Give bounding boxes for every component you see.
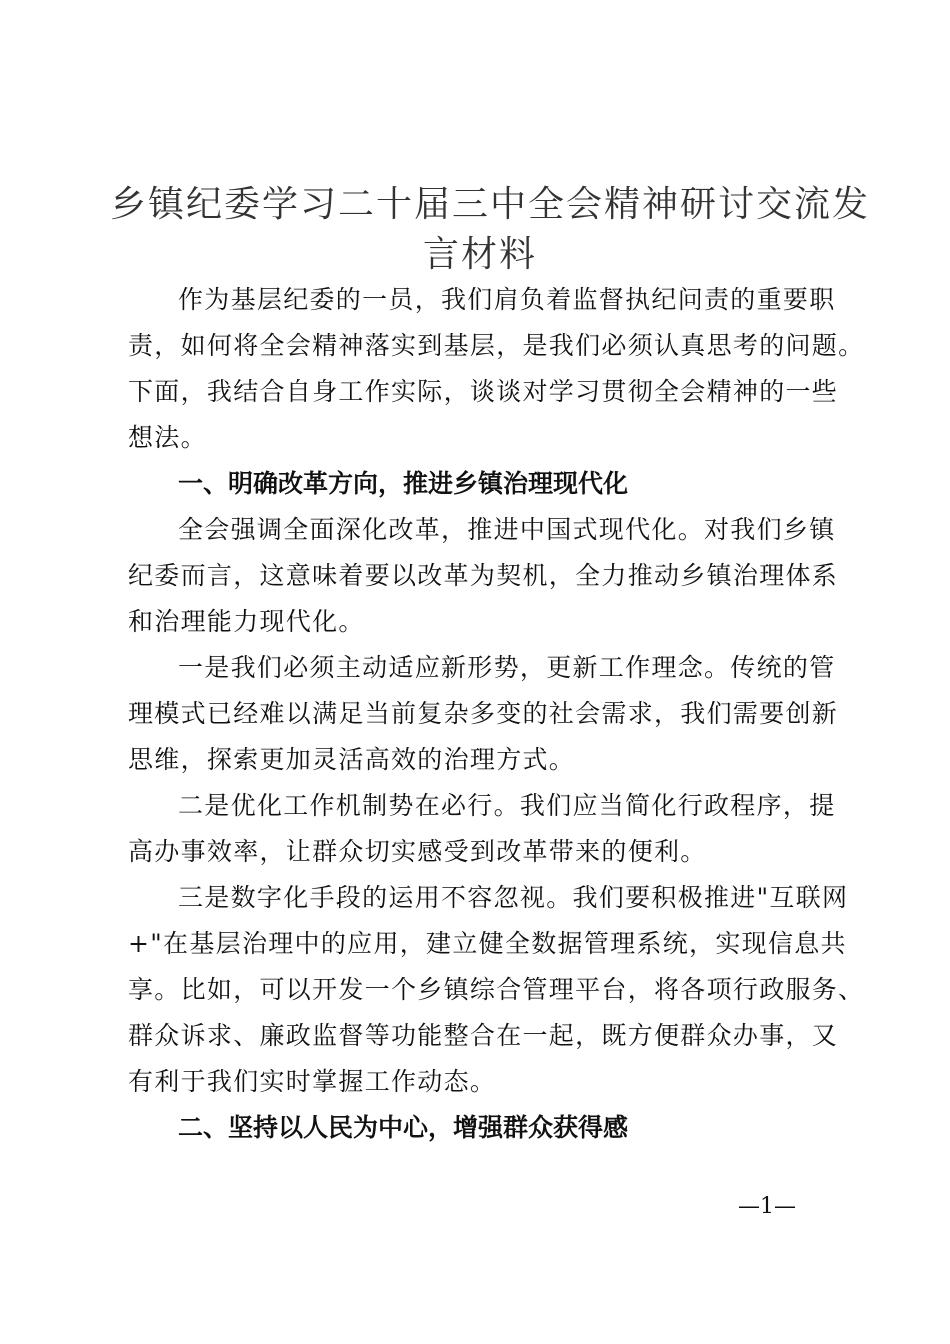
text-line: 纪委而言，这意味着要以改革为契机，全力推动乡镇治理体系 [128, 561, 839, 590]
text-line: 群众诉求、廉政监督等功能整合在一起，既方便群众办事，又 [128, 1021, 839, 1050]
text-line: 作为基层纪委的一员，我们肩负着监督执纪问责的重要职 [178, 285, 836, 314]
text-line: 全会强调全面深化改革，推进中国式现代化。对我们乡镇 [178, 515, 836, 544]
text-line: 和治理能力现代化。 [128, 607, 365, 636]
section-1-heading: 一、明确改革方向，推进乡镇治理现代化 [178, 469, 629, 498]
document-title-line-1: 乡镇纪委学习二十届三中全会精神研讨交流发 [110, 184, 871, 225]
text-line: 享。比如，可以开发一个乡镇综合管理平台，将各项行政服务、 [128, 975, 865, 1004]
text-line: 思维，探索更加灵活高效的治理方式。 [128, 745, 576, 774]
text-line: 三是数字化手段的运用不容忽视。我们要积极推进"互联网 [178, 883, 849, 912]
text-line: 有利于我们实时掌握工作动态。 [128, 1067, 497, 1096]
text-line: 理模式已经难以满足当前复杂多变的社会需求，我们需要创新 [128, 699, 839, 728]
text-line: 下面，我结合自身工作实际，谈谈对学习贯彻全会精神的一些 [128, 377, 839, 406]
page-number: —1— [738, 1194, 796, 1219]
text-line: 一是我们必须主动适应新形势，更新工作理念。传统的管 [178, 653, 836, 682]
text-line: 高办事效率，让群众切实感受到改革带来的便利。 [128, 837, 707, 866]
section-2-heading: 二、坚持以人民为中心，增强群众获得感 [178, 1113, 629, 1142]
text-line: +"在基层治理中的应用，建立健全数据管理系统，实现信息共 [128, 929, 847, 958]
text-line: 责，如何将全会精神落实到基层，是我们必须认真思考的问题。 [128, 331, 865, 360]
text-line: 想法。 [128, 423, 207, 452]
document-title-line-2: 言材料 [422, 234, 537, 275]
text-line: 二是优化工作机制势在必行。我们应当简化行政程序，提 [178, 791, 836, 820]
